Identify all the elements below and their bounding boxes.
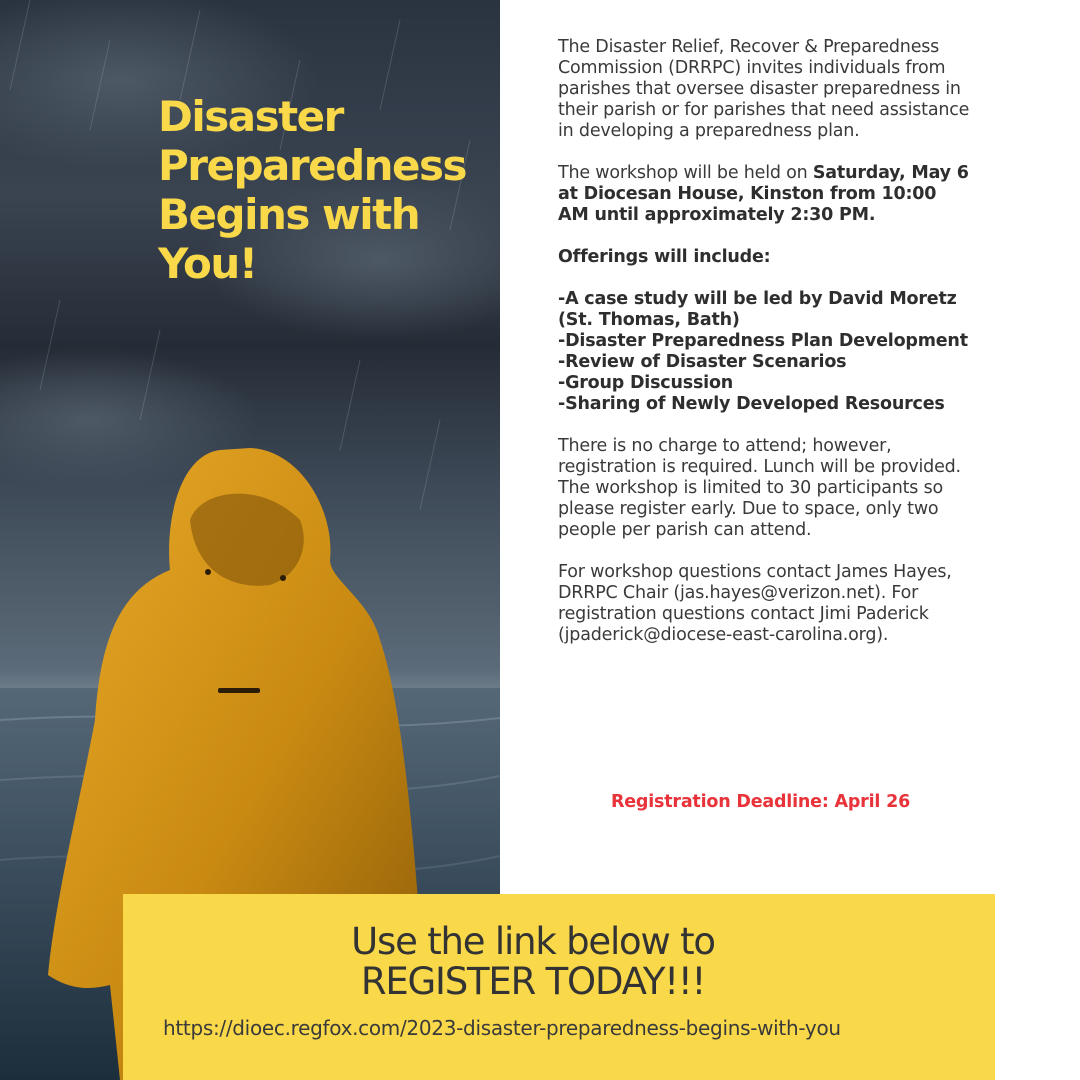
offerings-list xyxy=(558,289,970,415)
offering-item: -Review of Disaster Scenarios xyxy=(558,352,847,372)
register-call-to-action xyxy=(123,922,943,1002)
event-description xyxy=(558,37,970,667)
intro-paragraph: The Disaster Relief, Recover & Preparedness Commission (DRRPC) invites individuals from parishes that oversee disaster preparedness in their parish or for parishes that need assistance in developing a preparedness plan. xyxy=(558,37,970,141)
offering-item: -A case study will be led by David Moretz (St. Thomas, Bath) xyxy=(558,289,957,330)
register-banner xyxy=(123,894,995,1080)
headline-line-2: Preparedness xyxy=(158,141,467,190)
offering-item: -Sharing of Newly Developed Resources xyxy=(558,394,945,414)
offering-item: -Disaster Preparedness Plan Development xyxy=(558,331,968,351)
registration-deadline: Registration Deadline: April 26 xyxy=(610,792,911,812)
headline-line-3: Begins with xyxy=(158,190,420,239)
registration-link[interactable]: https://dioec.regfox.com/2023-disaster-preparedness-begins-with-you xyxy=(163,1016,841,1040)
workshop-details: Saturday, May 6 at Diocesan House, Kinston from 10:00 AM until approximately 2:30 PM. xyxy=(558,163,969,225)
headline-line-1: Disaster xyxy=(158,92,343,141)
workshop-paragraph xyxy=(558,163,970,226)
headline xyxy=(158,92,488,288)
offerings-title xyxy=(558,247,970,268)
cta-line-2: REGISTER TODAY!!! xyxy=(360,960,706,1003)
headline-line-4: You! xyxy=(158,239,257,288)
offering-item: -Group Discussion xyxy=(558,373,734,393)
attendance-paragraph: There is no charge to attend; however, registration is required. Lunch will be provided. The workshop is limited to 30 participants so please register early. Due to space, only two people per parish can attend. xyxy=(558,436,961,540)
cta-line-1: Use the link below to xyxy=(351,920,715,963)
offerings-title-text: Offerings will include: xyxy=(558,247,771,267)
workshop-prefix: The workshop will be held on xyxy=(558,163,813,183)
contact-paragraph: For workshop questions contact James Hayes, DRRPC Chair (jas.hayes@verizon.net). For registration questions contact Jimi Paderick (jpaderick@diocese-east-carolina.org). xyxy=(558,562,952,645)
